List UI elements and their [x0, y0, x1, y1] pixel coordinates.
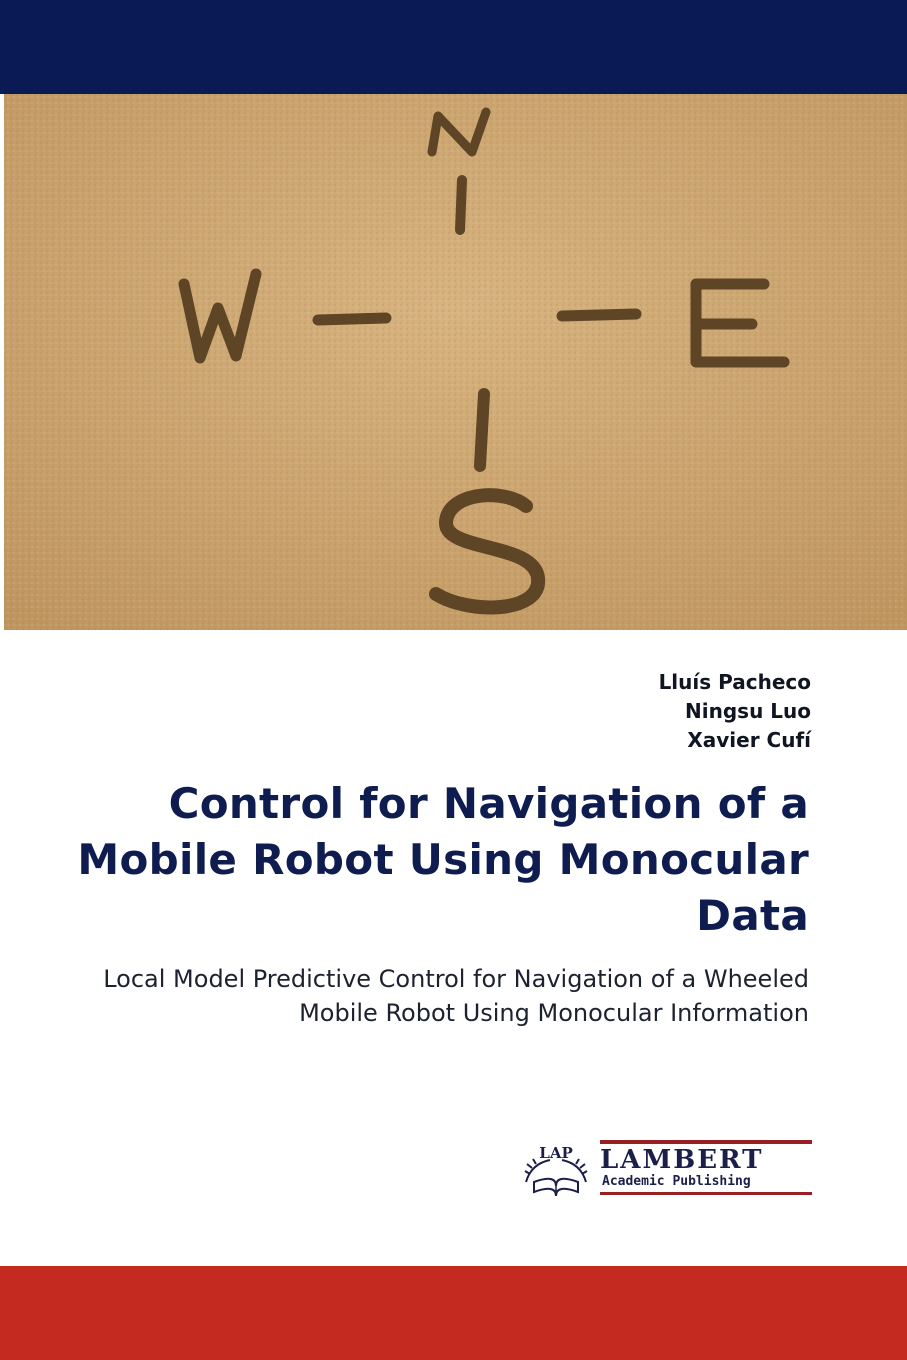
author-name: Lluís Pacheco	[658, 670, 811, 694]
top-color-band	[0, 0, 907, 94]
compass-arrow-north	[460, 180, 462, 230]
book-title: Control for Navigation of a Mobile Robot Using Monocular Data	[77, 779, 809, 940]
author-name: Xavier Cufí	[687, 728, 811, 752]
publisher-logo	[516, 1138, 814, 1202]
publisher-rule	[600, 1192, 812, 1195]
publisher-rule	[600, 1140, 812, 1144]
book-subtitle: Local Model Predictive Control for Navigation of a Wheeled Mobile Robot Using Monocular Information	[103, 965, 809, 1027]
author-name: Ningsu Luo	[685, 699, 811, 723]
publisher-logo-lettering: LAP	[539, 1144, 573, 1162]
author-list	[659, 668, 811, 755]
bottom-color-band	[0, 1266, 907, 1360]
sand-compass-image	[4, 94, 907, 630]
compass-arrow-south	[480, 394, 484, 466]
compass-arrow-east	[562, 314, 636, 316]
compass-arrow-west	[318, 318, 386, 320]
cover-photo	[4, 94, 907, 630]
publisher-name: LAMBERT	[600, 1145, 764, 1175]
publisher-tagline: Academic Publishing	[602, 1174, 751, 1189]
open-book-laurel-icon	[516, 1138, 596, 1202]
